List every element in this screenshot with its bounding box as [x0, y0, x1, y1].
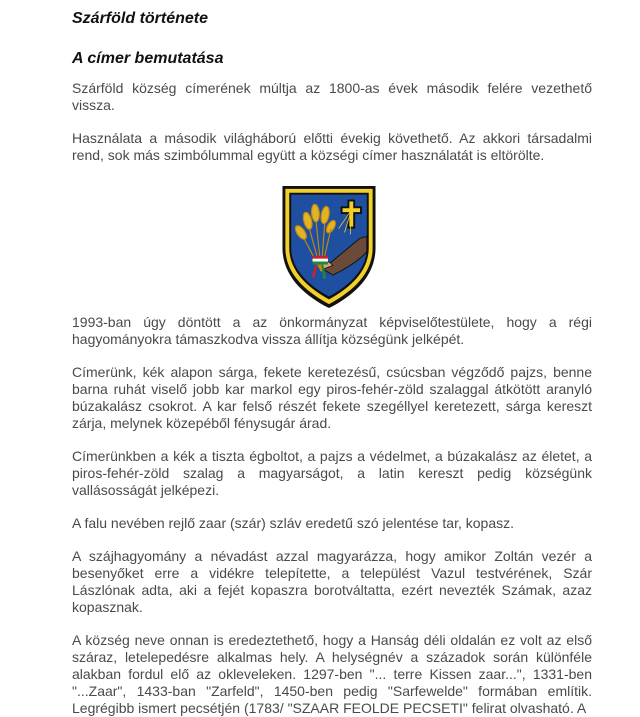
paragraph-5: Címerünkben a kék a tiszta égboltot, a pajzs a védelmet, a búzakalász az életet, a piros-fehér-zöld szalag a magyarságot, a latin kereszt pedig községünk vallásosságát jelképezi.: [72, 448, 592, 498]
paragraph-3: 1993-ban úgy döntött a az önkormányzat képviselőtestülete, hogy a régi hagyományokra támaszkodva vissza állítja községünk jelképét.: [72, 314, 592, 347]
paragraph-6: A falu nevében rejlő zaar (szár) szláv eredetű szó jelentése tar, kopasz.: [72, 515, 515, 531]
article: [72, 8, 592, 717]
section-title: A címer bemutatása: [72, 50, 224, 67]
page-title: Szárföld története: [72, 10, 209, 27]
paragraph-8: A község neve onnan is eredeztethető, hogy a Hanság déli oldalán ez volt az első száraz, letelepedésre alkalmas hely. A helységnév a századok során különféle alakban fordul elő az okleveleken. 1297-ben "... terre Kissen zaar...", 1331-ben "...Zaar", 1433-ban "Zarfeld", 1450-ben pedig "Sarfewelde" formában említik. Legrégibb ismert pecsétjén (1783/ "SZAAR FEOLDE PECSETI" felirat olvasható. A: [72, 632, 592, 716]
crest-container: [72, 184, 592, 314]
paragraph-2: Használata a második világháború előtti évekig követhető. Az akkori társadalmi rend, sok más szimbólummal együtt a községi címer használatát is eltörölte.: [72, 130, 592, 163]
paragraph-4: Címerünk, kék alapon sárga, fekete keretezésű, csúcsban végződő pajzs, benne barna ruhát viselő jobb kar markol egy piros-fehér-zöld szalaggal átkötött aranyló búzakalász csokrot. A kar felső részét fekete szegéllyel keretezett, sárga kereszt zárja, melynek közepéből fénysugár árad.: [72, 364, 592, 431]
paragraph-1: Szárföld község címerének múltja az 1800-as évek második felére vezethető vissza.: [72, 80, 592, 113]
coat-of-arms-icon: [280, 184, 378, 310]
paragraph-7: A szájhagyomány a névadást azzal magyarázza, hogy amikor Zoltán vezér a besenyőket erre a vidékre telepítette, a települést Vazul testvérének, Szár Lászlónak adta, aki a fejét kopaszra borotváltatta, ezért nevezték Számak, azaz kopasznak.: [72, 548, 592, 615]
